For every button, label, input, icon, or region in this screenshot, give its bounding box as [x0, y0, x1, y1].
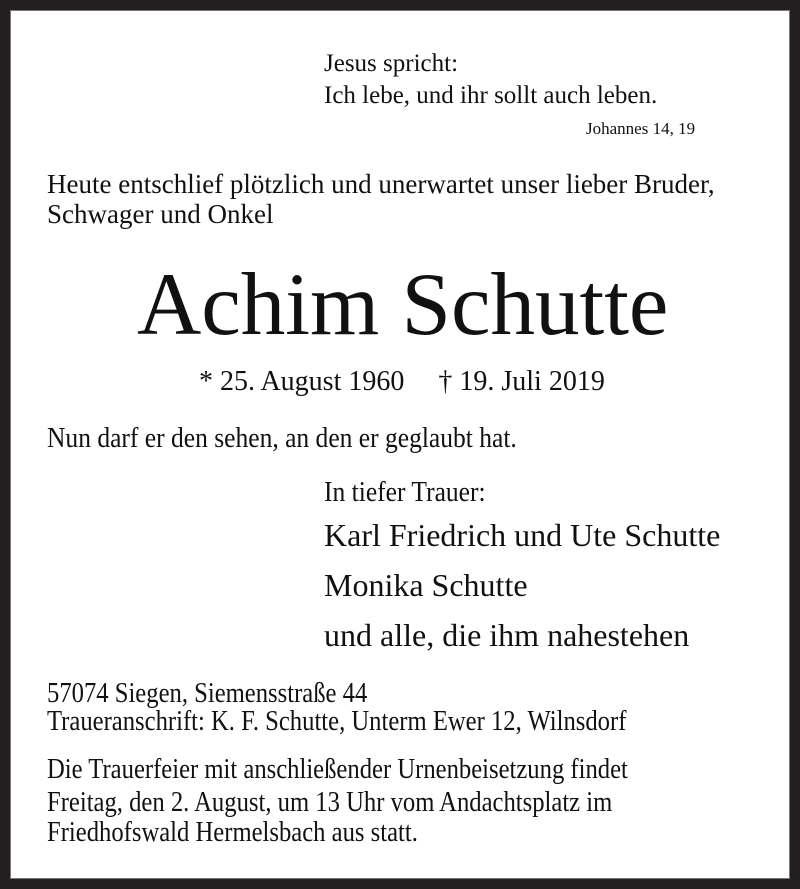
address-line-2: Traueranschrift: K. F. Schutte, Unterm Ewer 12, Wilnsdorf	[47, 706, 627, 737]
mourner-name: und alle, die ihm nahestehen	[324, 617, 690, 653]
death-date: † 19. Juli 2019	[438, 366, 605, 397]
funeral-line-1: Die Trauerfeier mit anschließender Urnenbeisetzung findet	[47, 754, 628, 785]
intro-line-2: Schwager und Onkel	[47, 199, 274, 229]
funeral-line-2: Freitag, den 2. August, um 13 Uhr vom Andachtsplatz im	[47, 787, 613, 818]
mourner-name: Monika Schutte	[324, 567, 528, 603]
funeral-line-3: Friedhofswald Hermelsbach aus statt.	[47, 817, 418, 848]
deceased-name: Achim Schutte	[137, 256, 669, 354]
verse-line-2: Ich lebe, und ihr sollt auch leben.	[324, 82, 658, 109]
address-line-1: 57074 Siegen, Siemensstraße 44	[47, 678, 368, 709]
verse-line-1: Jesus spricht:	[324, 50, 459, 77]
life-dates	[199, 368, 605, 396]
mourners-label: In tiefer Trauer:	[324, 476, 486, 508]
faith-quote: Nun darf er den sehen, an den er geglaubt hat.	[47, 422, 517, 454]
birth-date: * 25. August 1960	[199, 366, 405, 397]
obituary-notice	[10, 10, 790, 879]
mourner-name: Karl Friedrich und Ute Schutte	[324, 517, 721, 553]
intro-line-1: Heute entschlief plötzlich und unerwartet unser lieber Bruder,	[47, 169, 715, 199]
verse-reference: Johannes 14, 19	[586, 119, 696, 138]
